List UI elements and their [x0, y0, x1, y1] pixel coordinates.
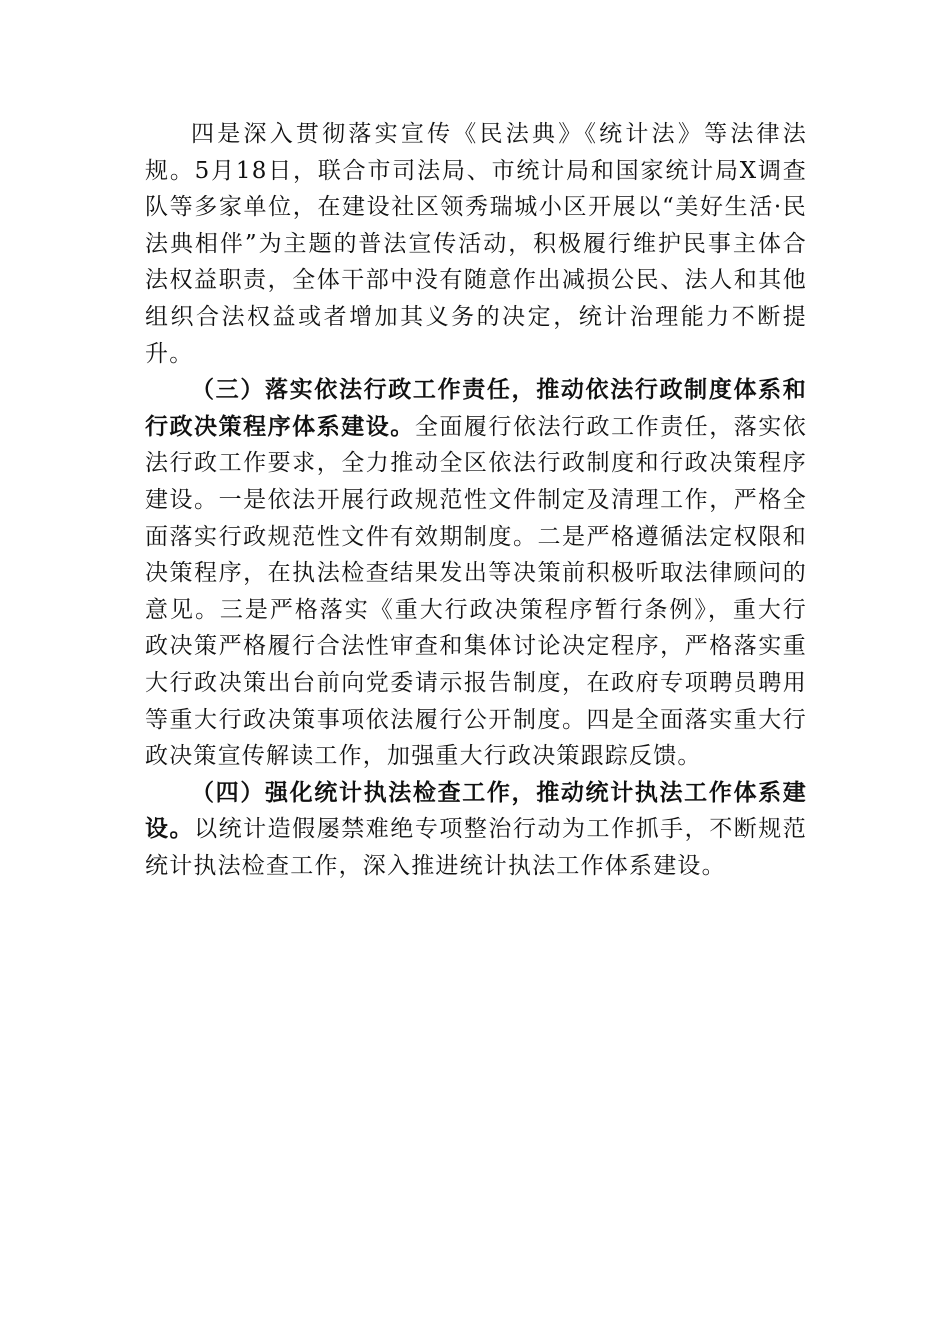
section-four-heading: （四）强化统计执法检查工作，推动统计执法工作体系建设。: [145, 778, 807, 843]
paragraph-section-three: [145, 372, 807, 775]
document-body: [145, 116, 807, 884]
paragraph-law-promotion: [145, 116, 807, 372]
paragraph-text: 四是深入贯彻落实宣传《民法典》《统计法》等法律法规。5月18日，联合市司法局、市统计局和国家统计局X调查队等多家单位，在建设社区领秀瑞城小区开展以“美好生活·民法典相伴”为主题的普法宣传活动，积极履行维护民事主体合法权益职责，全体干部中没有随意作出减损公民、法人和其他组织合法权益或者增加其义务的决定，统计治理能力不断提升。: [145, 121, 807, 367]
paragraph-text: 以统计造假屡禁难绝专项整治行动为工作抓手，不断规范统计执法检查工作，深入推进统计执法工作体系建设。: [145, 816, 807, 879]
paragraph-text: 全面履行依法行政工作责任，落实依法行政工作要求，全力推动全区依法行政制度和行政决策程序建设。一是依法开展行政规范性文件制定及清理工作，严格全面落实行政规范性文件有效期制度。二是严格遵循法定权限和决策程序，在执法检查结果发出等决策前积极听取法律顾问的意见。三是严格落实《重大行政决策程序暂行条例》，重大行政决策严格履行合法性审查和集体讨论决定程序，严格落实重大行政决策出台前向党委请示报告制度，在政府专项聘员聘用等重大行政决策事项依法履行公开制度。四是全面落实重大行政决策宣传解读工作，加强重大行政决策跟踪反馈。: [145, 413, 808, 770]
paragraph-section-four: [145, 775, 807, 885]
section-three-heading: （三）落实依法行政工作责任，推动依法行政制度体系和行政决策程序体系建设。: [145, 376, 807, 440]
